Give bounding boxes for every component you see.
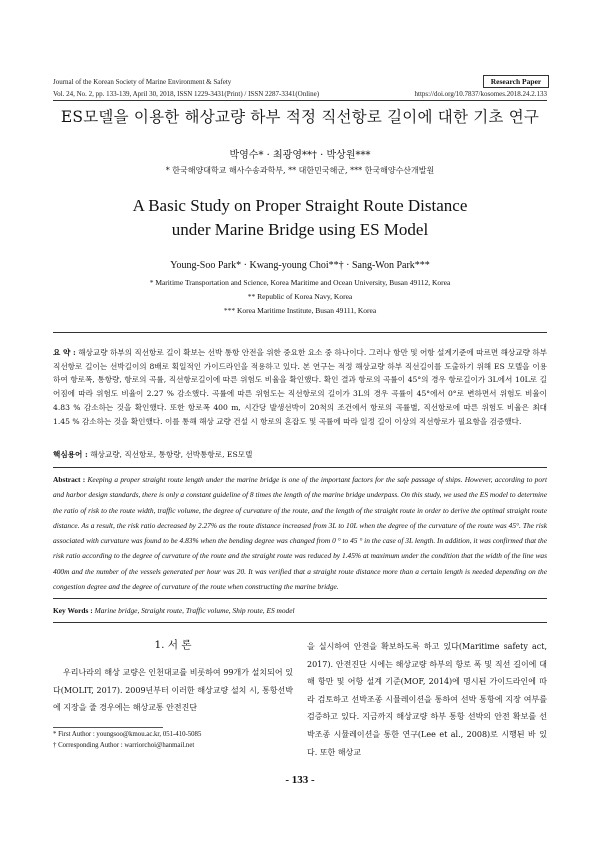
korean-abstract-label: 요 약 : <box>53 348 76 357</box>
korean-affiliations: * 한국해양대학교 해사수송과학부, ** 대한민국해군, *** 한국해양수산개발원 <box>165 166 435 175</box>
abstract-mid-divider <box>53 467 547 468</box>
body-right-column: 을 실시하여 안전을 확보하도록 하고 있다(Maritime safety act, 2017). 안전진단 시에는 해상교량 하부의 항로 폭 및 직선 길이에 대해 항만 및 어항 설계 기준(MOF, 2014)에 명시된 가이드라인에 따라 검토하고 선박조종 시뮬레이션을 통하여 선박 통항에 지장 여부를 검증하고 있다. 지금까지 해상교량 하부 통항 선박의 안전 확보를 선박조종 시뮬레이션을 통한 연구(Lee et al., 2008)로 시행된 바 있다. 또한 해상교 <box>307 642 547 757</box>
english-authors: Young-Soo Park* · Kwang-young Choi**† · Sang-Won Park*** <box>170 260 430 271</box>
english-affiliation-1: * Maritime Transportation and Science, Korea Maritime and Ocean University, Busan 49112, Korea <box>149 278 451 287</box>
abstract-top-divider <box>53 332 547 333</box>
english-abstract-label: Abstract : <box>53 475 86 484</box>
abstract-bottom-divider <box>53 598 547 599</box>
page-number: - 133 - <box>285 774 315 786</box>
volume-info: Vol. 24, No. 2, pp. 133-139, April 30, 2018, ISSN 1229-3431(Print) / ISSN 2287-3341(Online) <box>53 90 320 98</box>
first-author-footnote: * First Author : youngsoo@kmou.ac.kr, 051-410-5085 <box>53 731 202 738</box>
english-abstract <box>53 472 547 594</box>
korean-title: ES모델을 이용한 해상교량 하부 적정 직선항로 길이에 대한 기초 연구 <box>60 108 540 126</box>
header-divider <box>53 100 547 101</box>
english-title-line2: under Marine Bridge using ES Model <box>171 220 429 239</box>
section-heading-introduction: 1. 서 론 <box>154 639 192 651</box>
footnote-divider <box>53 727 163 728</box>
english-keywords <box>53 603 547 618</box>
journal-name: Journal of the Korean Society of Marine Environment & Safety <box>53 78 232 86</box>
research-paper-badge: Research Paper <box>483 75 549 88</box>
english-affiliation-2: ** Republic of Korea Navy, Korea <box>247 292 353 301</box>
korean-abstract <box>53 346 547 428</box>
korean-keywords <box>53 448 547 462</box>
korean-keywords-text: 해상교량, 직선항로, 통항량, 선박통항로, ES모델 <box>90 450 253 459</box>
english-abstract-text: Keeping a proper straight route length under the marine bridge is one of the important factors for the safe passage of ships. However, according to port and harbor design standards, there is only a constant guideline of 8 times the length of the marine bridge underpass. On this study, we used the ES model to determine the ratio of risk to the route width, traffic volume, the degree of curvature of the route, and the length of the straight route in order to derive the optimal straight route distance. As a result, the risk ratio decreased by 2.27% as the route distance increased from 3L to 10L when the degree of the curvature of the route was 45°. The risk associated with curvature was found to be 4.83% when the bending degree was changed from 0 ° to 45 ° in the case of 3L length. In addition, it was confirmed that the risk ratio according to the degree of curvature of the route and the straight route was reduced by 1.45% at maximum under the condition that the width of the line was 400m and the number of the vessels generated per hour was 20. It was verified that a straight route distance more than a certain length is needed depending on the congestion degree and the degree of curvature of the route when constructing the marine bridge. <box>53 475 547 592</box>
english-title-line1: A Basic Study on Proper Straight Route Distance <box>132 196 468 215</box>
korean-abstract-text: 해상교량 하부의 직선항로 길이 확보는 선박 통항 안전을 위한 중요한 요소 중 하나이다. 그러나 항만 및 어항 설계기준에 따르면 해상교량 하부 직선항로 길이는 선박길이의 8배로 획일적인 가이드라인을 적용하고 있다. 본 연구는 적정 해상교량 하부 직선길이를 도출하기 위해 ES 모델을 이용하여 항로폭, 통항량, 항로의 곡률, 직선항로길이에 따른 위험도 비율을 확인했다. 확인 결과 항로의 곡률이 45°의 경우 항로길이가 3L에서 10L로 길어짐에 따라 위험도 비율이 2.27 % 감소했다. 곡률에 따른 위험도는 직선항로의 길이가 3L의 경우 곡률이 45°에서 0°로 변하면서 위험도 비율이 4.83 % 감소하는 것을 확인했다. 또한 항로폭 400 m, 시간당 발생선박이 20척의 조건에서 항로의 곡률별, 직선항로에 따른 위험도 비율은 최대 1.45 % 감소하는 것을 확인했다. 이를 통해 해상 교량 건설 시 항로의 혼잡도 및 곡률에 따라 일정 길이 이상의 직선항로가 필요함을 검증했다. <box>53 348 547 426</box>
korean-keywords-label: 핵심용어 : <box>53 450 88 459</box>
corresponding-author-footnote: † Corresponding Author : warriorchoi@hanmail.net <box>53 742 195 749</box>
english-affiliation-3: *** Korea Maritime Institute, Busan 49111, Korea <box>223 306 377 315</box>
korean-authors: 박영수* · 최광영**† · 박상원*** <box>229 150 371 161</box>
body-left-column: 우리나라의 해상 교량은 인천대교를 비롯하여 99개가 설치되어 있다(MOLIT, 2017). 2009년부터 이러한 해상교량 설치 시, 통항선박에 지장을 줄 경우에는 해상교통 안전진단 <box>53 668 293 713</box>
doi-link[interactable]: https://doi.org/10.7837/kosomes.2018.24.2.133 <box>414 90 547 98</box>
english-keywords-label: Key Words : <box>53 606 93 615</box>
english-keywords-text: Marine bridge, Straight route, Traffic volume, Ship route, ES model <box>94 606 295 615</box>
keywords-divider <box>53 622 547 623</box>
